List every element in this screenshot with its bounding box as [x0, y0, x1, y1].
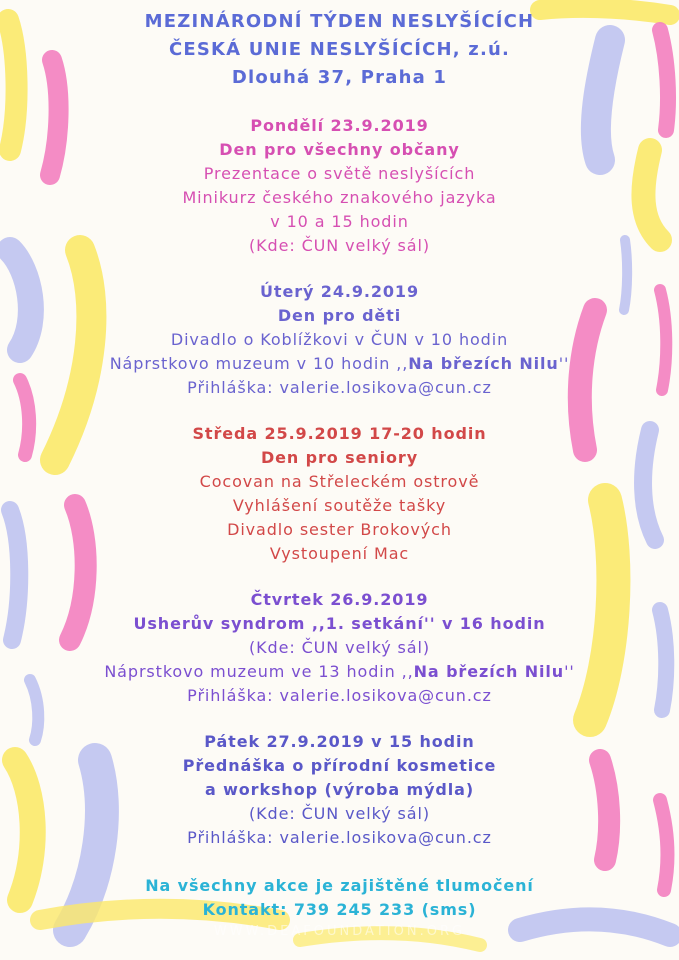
wednesday-item: Vystoupení Mac	[269, 544, 410, 563]
thursday-item-text: Náprstkovo muzeum ve 13 hodin ,,	[104, 662, 414, 681]
tuesday-item	[0, 352, 679, 376]
watermark: WWW.DEAFOUNDATION.ORG	[213, 924, 466, 939]
thursday-item-quote: ''	[564, 662, 575, 681]
friday-section	[0, 730, 679, 850]
contact-line: Kontakt: 739 245 233 (sms)	[202, 900, 477, 919]
tuesday-signup: Přihláška: valerie.losikova@cun.cz	[187, 378, 492, 397]
thursday-section	[0, 588, 679, 708]
monday-date: Pondělí 23.9.2019	[250, 116, 429, 135]
monday-section	[0, 114, 679, 258]
friday-signup: Přihláška: valerie.losikova@cun.cz	[187, 828, 492, 847]
wednesday-date: Středa 25.9.2019 17-20 hodin	[192, 424, 487, 443]
tuesday-date: Úterý 24.9.2019	[260, 282, 419, 301]
thursday-place: (Kde: ČUN velký sál)	[249, 638, 430, 657]
wednesday-item: Vyhlášení soutěže tašky	[232, 496, 447, 515]
monday-title: Den pro všechny občany	[219, 140, 460, 159]
wednesday-item: Divadlo sester Brokových	[227, 520, 452, 539]
monday-place: (Kde: ČUN velký sál)	[249, 236, 430, 255]
wednesday-item: Cocovan na Střeleckém ostrově	[199, 472, 480, 491]
poster-header	[0, 0, 679, 92]
monday-item: Prezentace o světě neslyšících	[203, 164, 476, 183]
organizer-address: Dlouhá 37, Praha 1	[231, 67, 448, 88]
organizer-name: ČESKÁ UNIE NESLYŠÍCÍCH, z.ú.	[168, 39, 511, 60]
tuesday-section	[0, 280, 679, 400]
thursday-item	[0, 660, 679, 684]
monday-item: v 10 a 15 hodin	[270, 212, 409, 231]
tuesday-item-highlight: Na březích Nilu	[408, 354, 559, 373]
thursday-title: Usherův syndrom ,,1. setkání'' v 16 hodin	[133, 614, 546, 633]
thursday-date: Čtvrtek 26.9.2019	[250, 590, 429, 609]
wednesday-title: Den pro seniory	[260, 448, 419, 467]
thursday-item-highlight: Na březích Nilu	[413, 662, 565, 681]
event-title: MEZINÁRODNÍ TÝDEN NESLYŠÍCÍCH	[144, 11, 535, 32]
monday-item: Minikurz českého znakového jazyka	[182, 188, 497, 207]
wednesday-section	[0, 422, 679, 566]
interpreting-note: Na všechny akce je zajištěné tlumočení	[145, 876, 534, 895]
tuesday-item-quote: ''	[558, 354, 570, 373]
friday-place: (Kde: ČUN velký sál)	[249, 804, 430, 823]
friday-title: a workshop (výroba mýdla)	[204, 780, 475, 799]
friday-date: Pátek 27.9.2019 v 15 hodin	[204, 732, 475, 751]
tuesday-title: Den pro děti	[277, 306, 402, 325]
tuesday-item-text: Náprstkovo muzeum v 10 hodin ,,	[109, 354, 409, 373]
tuesday-item: Divadlo o Koblížkovi v ČUN v 10 hodin	[170, 330, 509, 349]
poster-footer	[0, 874, 679, 922]
friday-title: Přednáška o přírodní kosmetice	[182, 756, 497, 775]
thursday-signup: Přihláška: valerie.losikova@cun.cz	[187, 686, 492, 705]
